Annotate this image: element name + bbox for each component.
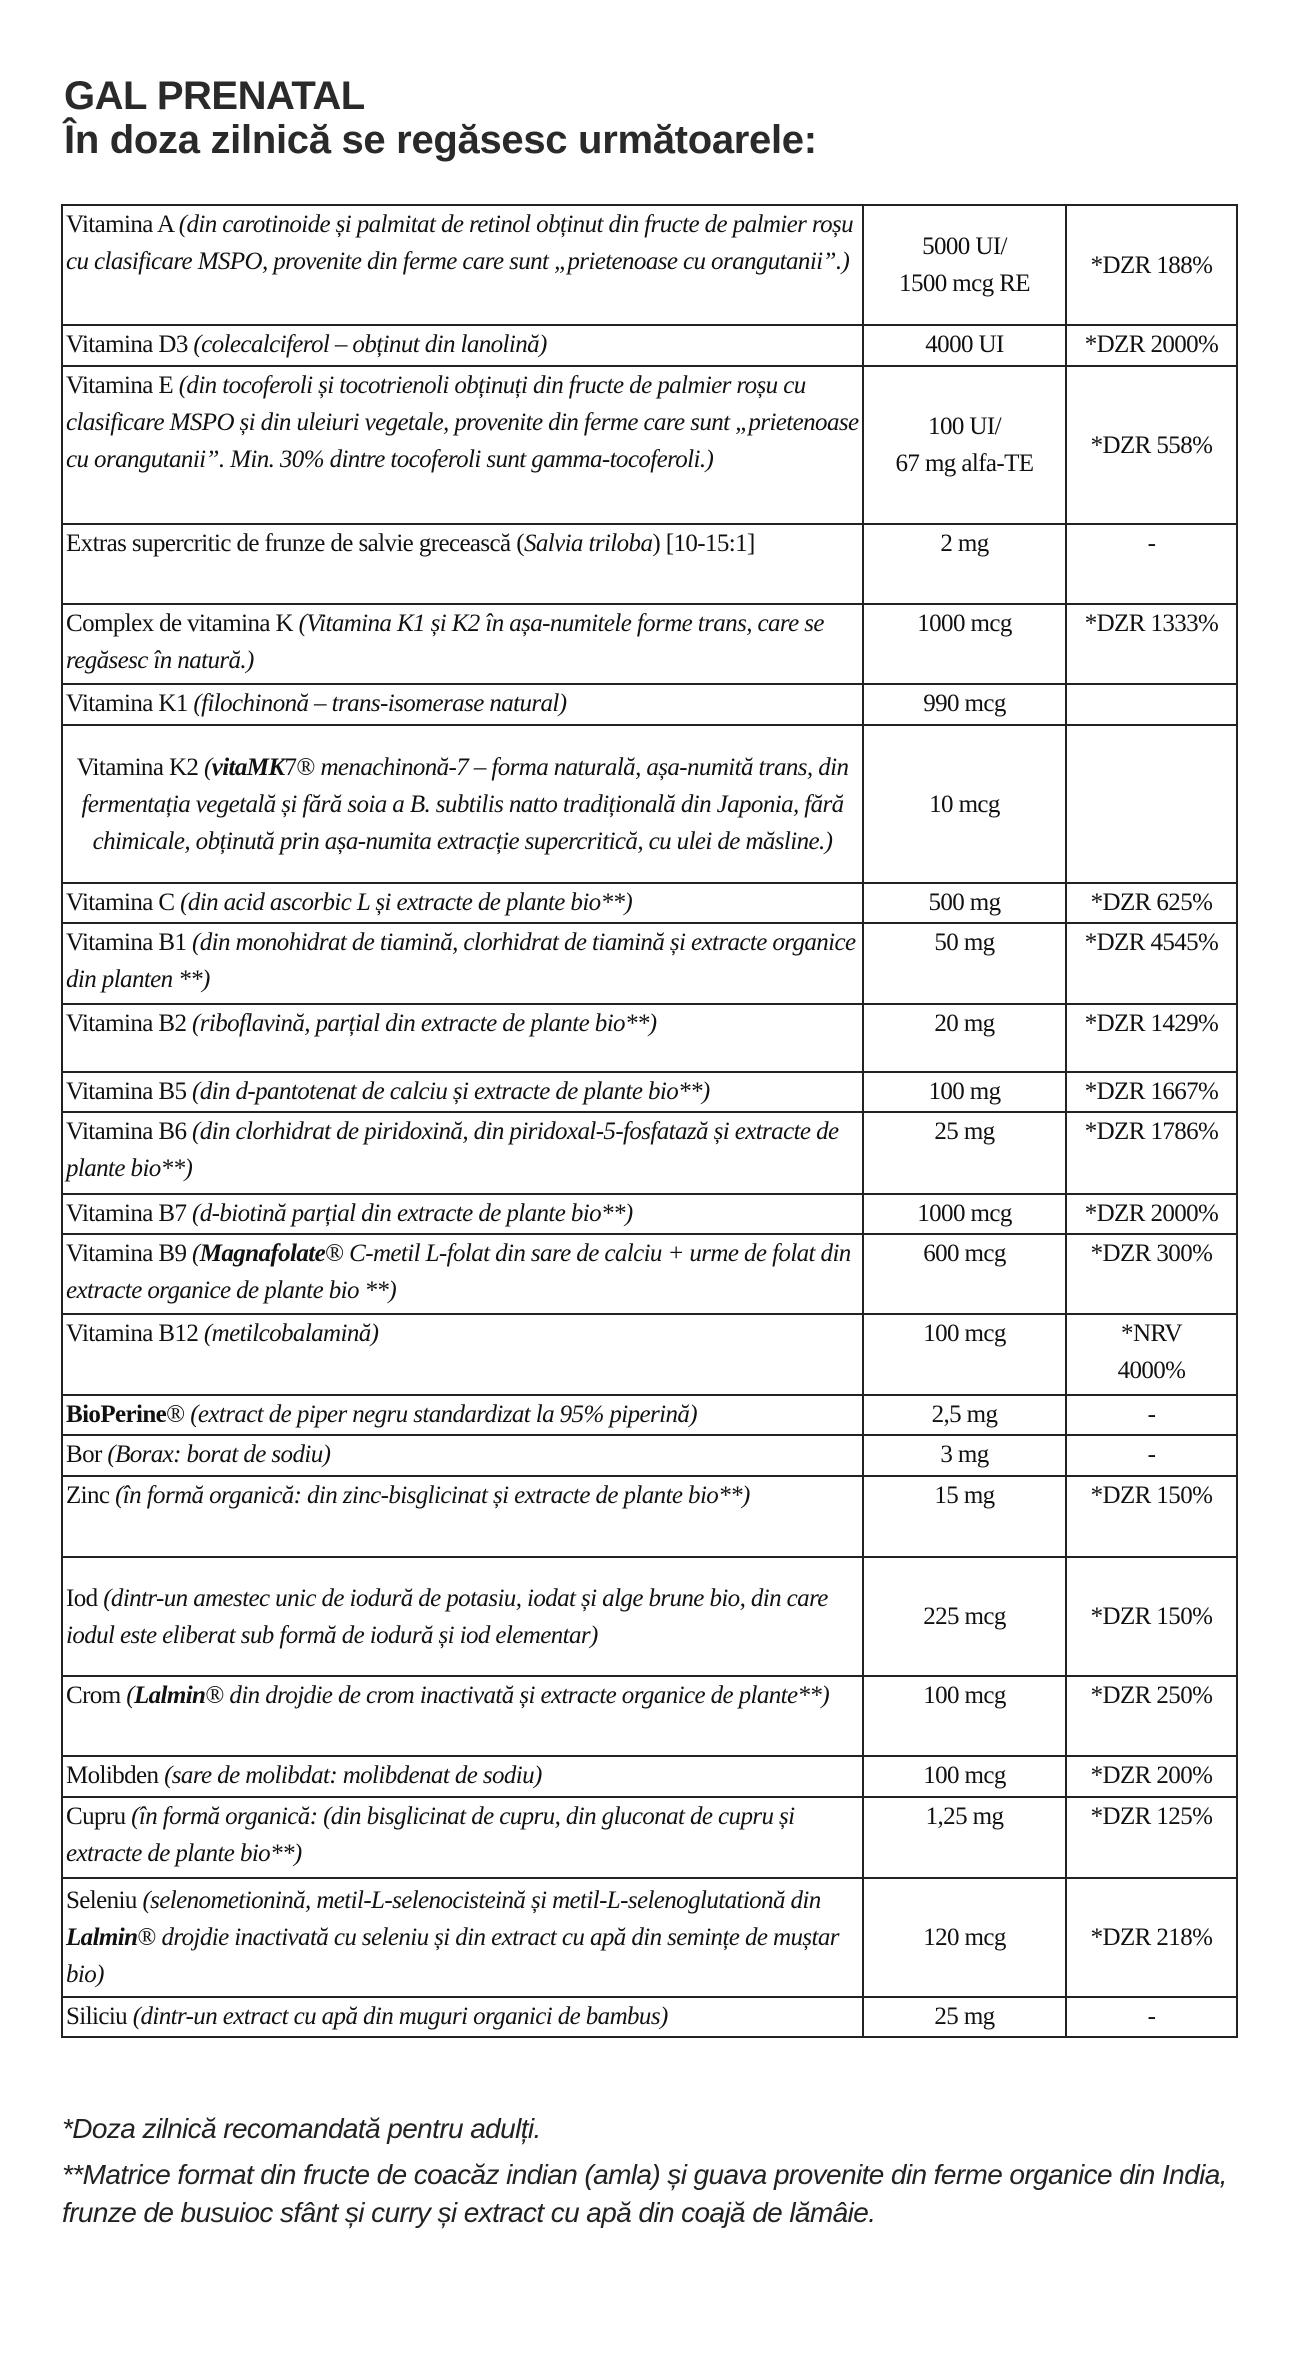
amount-value: 100 mg [928,1078,1001,1105]
ingredient-name-segment: Lalmin [133,1682,206,1709]
dzr-value: *DZR 1429% [1084,1010,1219,1037]
dzr-value: *DZR 4545% [1084,929,1219,956]
ingredient-name [62,1234,863,1314]
ingredient-name-segment: ( [192,1240,200,1267]
dzr-value: *DZR 1333% [1084,610,1219,637]
amount-value: 1000 mcg [917,1200,1012,1227]
amount-value: 600 mcg [923,1240,1006,1267]
ingredient-name [62,1194,863,1234]
ingredient-amount [863,205,1066,325]
ingredient-name-segment: (din acid ascorbic L și extracte de plante bio**) [180,889,633,916]
ingredient-name-segment: Vitamina E [66,372,179,399]
table-row [62,1435,1237,1476]
table-row [62,366,1237,524]
ingredient-name-segment: (metilcobalamină) [203,1320,379,1347]
ingredient-name-segment: Vitamina K2 [76,753,204,781]
ingredient-name-segment: Salvia triloba [523,530,653,557]
ingredient-name-segment: (Vitamina K1 și K2 în așa-numitele forme trans, care se regăsesc în natură.) [66,610,824,674]
ingredient-name [62,684,863,725]
table-row [62,1072,1237,1112]
table-row [62,1314,1237,1395]
ingredient-amount [863,1756,1066,1797]
ingredient-amount [863,1072,1066,1112]
ingredient-name [62,1112,863,1194]
table-row [62,205,1237,325]
table-row [62,1676,1237,1756]
ingredient-name-segment: Vitamina D3 [66,331,194,358]
amount-value: 1,25 mg [925,1803,1004,1830]
ingredient-amount [863,1234,1066,1314]
ingredient-dzr [1066,1435,1237,1476]
amount-value: 100 mcg [923,1682,1006,1709]
ingredient-dzr [1066,923,1237,1004]
dzr-value: *DZR 558% [1090,431,1213,459]
table-row [62,883,1237,923]
ingredient-name-segment: din drojdie de crom inactivată și extracte organice de plante**) [223,1682,830,1709]
ingredient-name-segment: Cupru [66,1803,132,1830]
table-row [62,604,1237,684]
dzr-value: *DZR 2000% [1084,1200,1219,1227]
ingredient-name-segment: Iod [66,1584,104,1612]
dzr-value: *DZR 150% [1090,1482,1213,1509]
footnotes [62,2110,1262,2232]
ingredient-dzr [1066,1676,1237,1756]
ingredient-dzr [1066,1234,1237,1314]
ingredient-amount [863,1878,1066,1997]
ingredient-amount [863,1997,1066,2037]
ingredient-name-segment: Siliciu [66,2003,133,2030]
ingredient-name-segment: C-metil L-folat din sare de calciu + urme de folat din extracte organice de plante bio **) [66,1240,851,1304]
ingredient-dzr [1066,325,1237,366]
ingredient-name [62,1004,863,1072]
ingredient-name-segment: Vitamina K1 [66,690,194,717]
table-row [62,1797,1237,1878]
dzr-value: *DZR 200% [1090,1762,1213,1789]
ingredient-name-segment: ) [10-15:1] [652,530,755,557]
ingredient-name-segment: ® [137,1924,156,1951]
ingredient-amount [863,923,1066,1004]
ingredient-amount [863,684,1066,725]
table-row [62,1395,1237,1435]
ingredient-dzr [1066,366,1237,524]
ingredient-dzr [1066,684,1237,725]
table-row [62,725,1237,883]
table-row [62,1476,1237,1557]
ingredient-name-segment: 7® [284,753,315,781]
ingredient-dzr [1066,1395,1237,1435]
amount-value: 990 mcg [923,690,1006,717]
ingredient-name-segment: (din tocoferoli și tocotrienoli obținuți din fructe de palmier roșu cu clasificare MSPO și din uleiuri vegetale, provenite din ferme care sunt „prietenoase cu orangutanii”. Min. 30% dintre tocoferoli sunt gamma-tocoferoli.) [66,372,859,473]
ingredient-name-segment: Vitamina B12 [66,1320,204,1347]
ingredient-name-segment: Extras supercritic de frunze de salvie grecească ( [66,530,524,557]
footnote-matrix: **Matrice format din fructe de coacăz indian (amla) și guava provenite din ferme organice din India, frunze de busuioc sfânt și curry și extract cu apă din coajă de lămâie. [62,2159,1227,2228]
ingredient-name [62,923,863,1004]
ingredient-amount [863,1797,1066,1878]
ingredient-name-segment: ( [203,753,212,781]
ingredient-name-segment: (filochinonă – trans-isomerase natural) [193,690,567,717]
ingredient-name [62,205,863,325]
ingredient-name [62,1997,863,2037]
ingredient-name-segment: Vitamina C [66,889,181,916]
ingredient-dzr [1066,1797,1237,1878]
ingredient-name-segment: (din d-pantotenat de calciu și extracte de plante bio**) [192,1078,710,1105]
ingredient-name [62,1435,863,1476]
amount-value: 15 mg [934,1482,995,1509]
ingredient-name-segment: (Borax: borat de sodiu) [107,1441,331,1468]
ingredient-name-segment: (din clorhidrat de piridoxină, din piridoxal-5-fosfatază și extracte de plante bio**) [66,1118,839,1182]
ingredient-name [62,524,863,604]
dzr-value: *DZR 1786% [1084,1118,1219,1145]
amount-value: 5000 UI/ 1500 mcg RE [899,233,1030,297]
ingredient-name-segment: Vitamina B7 [66,1200,193,1227]
dzr-value: *DZR 625% [1090,889,1213,916]
page-title: GAL PRENATAL [64,74,365,118]
ingredient-amount [863,1435,1066,1476]
ingredient-name [62,1476,863,1557]
ingredient-name [62,1395,863,1435]
ingredient-amount [863,325,1066,366]
ingredient-name [62,1072,863,1112]
ingredient-name-segment: Vitamina B2 [66,1010,193,1037]
ingredient-dzr [1066,1314,1237,1395]
ingredient-name-segment: Lalmin [66,1924,138,1951]
dzr-value: *DZR 218% [1090,1924,1213,1951]
ingredient-name-segment: (în formă organică: (din bisglicinat de cupru, din gluconat de cupru și extracte de plante bio**) [66,1803,795,1867]
ingredient-name-segment: (dintr-un extract cu apă din muguri organici de bambus) [132,2003,668,2030]
amount-value: 25 mg [934,1118,995,1145]
ingredient-dzr [1066,1997,1237,2037]
amount-value: 2,5 mg [931,1401,998,1428]
ingredient-name-segment: ® [205,1682,224,1709]
ingredient-dzr [1066,1476,1237,1557]
amount-value: 4000 UI [925,331,1004,358]
table-row [62,1756,1237,1797]
dzr-value: - [1147,2003,1156,2030]
ingredient-dzr [1066,524,1237,604]
ingredient-name-segment: Zinc [66,1482,116,1509]
ingredient-amount [863,1676,1066,1756]
ingredient-amount [863,524,1066,604]
dzr-value: - [1147,530,1156,557]
nutrition-table-body [62,205,1237,2037]
ingredient-amount [863,604,1066,684]
ingredient-dzr [1066,1112,1237,1194]
dzr-value: *DZR 1667% [1084,1078,1219,1105]
amount-value: 100 mcg [923,1320,1006,1347]
ingredient-name-segment: (dintr-un amestec unic de iodură de potasiu, iodat și alge brune bio, din care iodul este eliberat sub formă de iodură și iod elementar) [66,1584,828,1649]
ingredient-name-segment: (colecalciferol – obținut din lanolină) [193,331,547,358]
amount-value: 25 mg [934,2003,995,2030]
amount-value: 2 mg [940,530,989,557]
dzr-value: *DZR 300% [1090,1240,1213,1267]
amount-value: 50 mg [934,929,995,956]
ingredient-name-segment: Vitamina B9 [66,1240,193,1267]
dzr-value: *DZR 2000% [1084,331,1219,358]
ingredient-dzr [1066,1756,1237,1797]
ingredient-dzr [1066,883,1237,923]
ingredient-name [62,1314,863,1395]
dzr-value: *DZR 125% [1090,1803,1213,1830]
amount-value: 10 mcg [929,790,1000,818]
ingredient-amount [863,1314,1066,1395]
table-row [62,524,1237,604]
ingredient-name-segment: Molibden [66,1762,165,1789]
ingredient-name-segment: (din carotinoide și palmitat de retinol obținut din fructe de palmier roșu cu clasificare MSPO, provenite din ferme care sunt „prietenoase cu orangutanii”.) [66,211,854,275]
ingredient-name-segment: Crom [66,1682,127,1709]
ingredient-name [62,1557,863,1676]
ingredient-dzr [1066,604,1237,684]
ingredient-amount [863,725,1066,883]
ingredient-name-segment: vitaMK [211,753,285,781]
nutrition-table [61,204,1238,2038]
amount-value: 1000 mcg [917,610,1012,637]
ingredient-dzr [1066,1878,1237,1997]
dzr-value: - [1147,1441,1156,1468]
ingredient-name-segment: BioPerine [66,1401,167,1428]
table-row [62,325,1237,366]
amount-value: 3 mg [940,1441,989,1468]
ingredient-name [62,604,863,684]
ingredient-name-segment: Magnafolate [199,1240,326,1267]
ingredient-name-segment: (d-biotină parțial din extracte de plante bio**) [192,1200,633,1227]
ingredient-name-segment: (riboflavină, parțial din extracte de plante bio**) [192,1010,657,1037]
table-row [62,923,1237,1004]
ingredient-name [62,1878,863,1997]
table-row [62,1557,1237,1676]
amount-value: 500 mg [928,889,1001,916]
amount-value: 20 mg [934,1010,995,1037]
ingredient-name-segment: Vitamina B5 [66,1078,193,1105]
ingredient-amount [863,1004,1066,1072]
dzr-value: *NRV 4000% [1117,1320,1186,1384]
dzr-value: *DZR 150% [1090,1603,1213,1630]
amount-value: 100 mcg [923,1762,1006,1789]
ingredient-name-segment: (în formă organică: din zinc-bisglicinat și extracte de plante bio**) [115,1482,750,1509]
ingredient-amount [863,1557,1066,1676]
dzr-value: *DZR 250% [1090,1682,1213,1709]
ingredient-name-segment: Vitamina B1 [66,929,193,956]
table-row [62,1004,1237,1072]
ingredient-name-segment: Vitamina A [66,211,179,238]
amount-value: 225 mcg [923,1603,1006,1630]
ingredient-name [62,1797,863,1878]
amount-value: 120 mcg [923,1924,1006,1951]
ingredient-amount [863,1476,1066,1557]
ingredient-name-segment: ® [166,1401,191,1428]
ingredient-amount [863,1395,1066,1435]
ingredient-name-segment: drojdie inactivată cu seleniu și din extract cu apă din semințe de muștar bio) [66,1924,839,1988]
page-subtitle: În doza zilnică se regăsesc următoarele: [64,118,817,162]
table-row [62,684,1237,725]
ingredient-name-segment: menachinonă-7 – forma naturală, așa-numită trans, din fermentația vegetală și fără soia a B. subtilis natto tradițională din Japonia, fără chimicale, obținută prin așa-numita extracție supercritică, cu ulei de măsline.) [81,753,849,855]
ingredient-name-segment: (extract de piper negru standardizat la 95% piperină) [190,1401,697,1428]
ingredient-dzr [1066,1072,1237,1112]
table-row [62,1194,1237,1234]
ingredient-name-segment: Vitamina B6 [66,1118,193,1145]
dzr-value: - [1147,1401,1156,1428]
ingredient-dzr [1066,205,1237,325]
table-row [62,1997,1237,2037]
amount-value: 100 UI/ 67 mg alfa-TE [895,413,1034,477]
table-row [62,1234,1237,1314]
ingredient-name [62,1756,863,1797]
footnote-dzr: *Doza zilnică recomandată pentru adulți. [62,2113,541,2144]
ingredient-name-segment: (din monohidrat de tiamină, clorhidrat de tiamină și extracte organice din planten **) [66,929,856,993]
ingredient-name [62,725,863,883]
ingredient-name-segment: (sare de molibdat: molibdenat de sodiu) [164,1762,542,1789]
table-row [62,1112,1237,1194]
ingredient-name-segment: Complex de vitamina K [66,610,299,637]
ingredient-name-segment: Seleniu [66,1887,143,1914]
ingredient-name-segment: Bor [66,1441,108,1468]
ingredient-amount [863,1112,1066,1194]
ingredient-dzr [1066,1557,1237,1676]
ingredient-name [62,1676,863,1756]
ingredient-name [62,366,863,524]
ingredient-dzr [1066,1004,1237,1072]
ingredient-amount [863,1194,1066,1234]
ingredient-amount [863,883,1066,923]
ingredient-name [62,325,863,366]
ingredient-name-segment: ® [325,1240,344,1267]
ingredient-name-segment: (selenometionină, metil-L-selenocisteină și metil-L-selenoglutationă din [142,1887,821,1914]
ingredient-name [62,883,863,923]
table-row [62,1878,1237,1997]
ingredient-amount [863,366,1066,524]
ingredient-dzr [1066,725,1237,883]
ingredient-name-segment: ( [126,1682,134,1709]
ingredient-dzr [1066,1194,1237,1234]
dzr-value: *DZR 188% [1090,251,1213,279]
